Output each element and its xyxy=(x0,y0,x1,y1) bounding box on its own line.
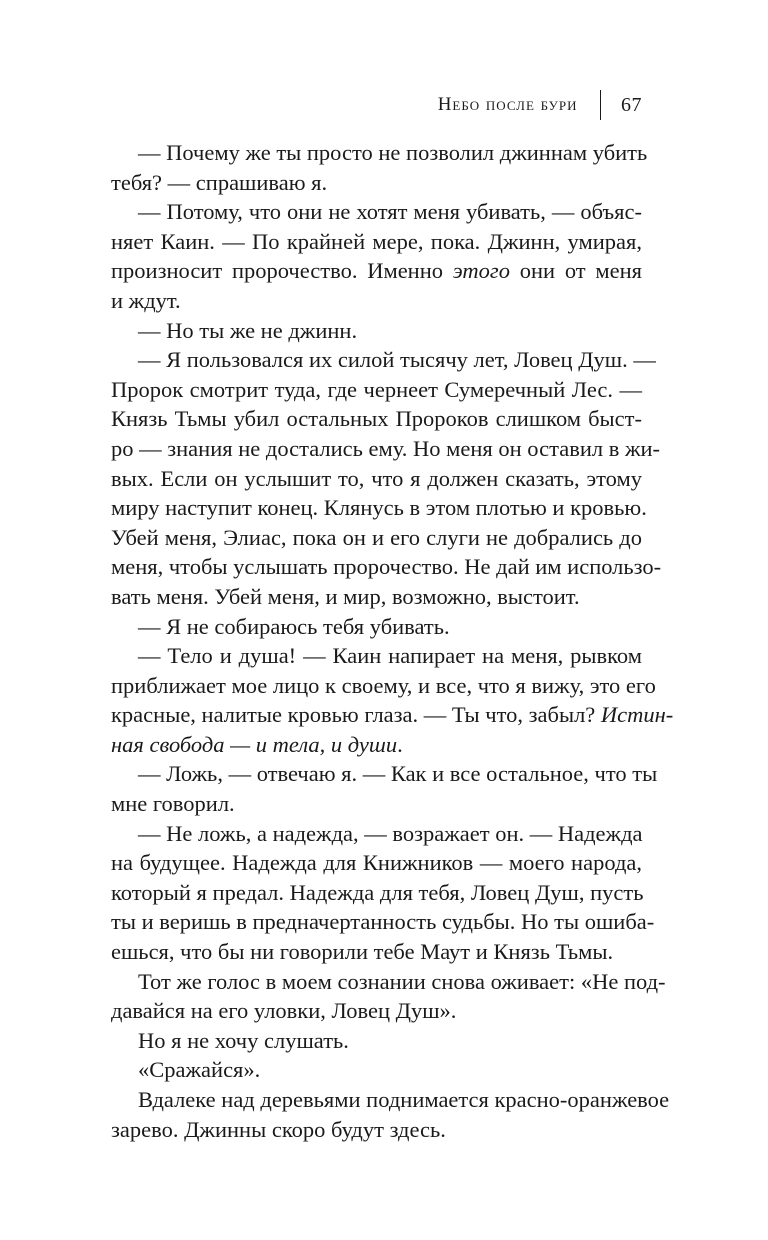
text-line: на будущее. Надежда для Книжников — моего народа, xyxy=(111,850,642,876)
text-line: миру наступит конец. Клянусь в этом плотью и кровью. xyxy=(111,495,647,521)
text-line: — Почему же ты просто не позволил джиннам убить xyxy=(138,140,648,165)
running-header xyxy=(438,88,642,122)
text-line: приближает мое лицо к своему, и все, что я вижу, это его xyxy=(111,672,656,698)
text-line: Убей меня, Элиас, пока он и его слуги не добрались до xyxy=(111,524,642,550)
paragraph xyxy=(84,1085,670,1144)
text-line: няет Каин. — По крайней мере, пока. Джинн, умирая, xyxy=(111,228,642,254)
text-line: ты и веришь в предначертанность судьбы. Но ты ошиба- xyxy=(111,909,655,935)
paragraph xyxy=(84,345,662,611)
text-line: Но я не хочу слушать. xyxy=(138,1027,349,1053)
paragraph xyxy=(84,759,658,818)
text-line: красные, налитые кровью глаза. — Ты что, забыл? Истин- xyxy=(111,702,674,728)
paragraph xyxy=(84,641,674,759)
header-divider xyxy=(600,90,602,120)
text-line: мне говорил. xyxy=(111,791,235,817)
text-line: который я предал. Надежда для тебя, Ловец Душ, пусть xyxy=(111,879,644,905)
paragraph xyxy=(84,316,642,346)
text-line: — Я пользовался их силой тысячу лет, Ловец Душ. — xyxy=(138,347,656,373)
text-line: ешься, что бы ни говорили тебе Маут и Князь Тьмы. xyxy=(111,939,614,965)
text-line: Вдалеке над деревьями поднимается красно-оранжевое xyxy=(138,1087,670,1112)
text-line: Тот же голос в моем сознании снова оживает: «Не под- xyxy=(138,968,666,994)
paragraph xyxy=(84,612,642,642)
paragraph xyxy=(84,967,666,1026)
text-line: вать меня. Убей меня, и мир, возможно, выстоит. xyxy=(111,583,580,609)
text-line: — Тело и душа! — Каин напирает на меня, рывком xyxy=(138,643,642,669)
emphasis: ная свобода — и тела, и души xyxy=(111,731,398,757)
text-line: тебя? — спрашиваю я. xyxy=(111,169,328,195)
text-line: Князь Тьмы убил остальных Пророков слишком быст- xyxy=(111,406,642,432)
emphasis: Истин- xyxy=(600,702,674,728)
text-line: «Сражайся». xyxy=(138,1057,261,1083)
text-line: — Ложь, — отвечаю я. — Как и все остальное, что ты xyxy=(138,761,658,787)
text-line: — Не ложь, а надежда, — возражает он. — Надежда xyxy=(138,820,643,846)
paragraph xyxy=(84,197,642,315)
text-line: вых. Если он услышит то, что я должен сказать, этому xyxy=(111,465,642,491)
text-line: меня, чтобы услышать пророчество. Не дай им использо- xyxy=(111,554,662,580)
text-line: ная свобода — и тела, и души. xyxy=(111,731,403,757)
text-line: произносит пророчество. Именно этого они от меня xyxy=(111,258,642,284)
body-text xyxy=(84,138,674,1144)
paragraph xyxy=(84,1055,642,1085)
text-line: — Потому, что они не хотят меня убивать, — объяс- xyxy=(138,199,642,225)
text-line: давайся на его уловки, Ловец Душ». xyxy=(111,998,457,1024)
text-line: — Я не собираюсь тебя убивать. xyxy=(138,613,450,639)
paragraph xyxy=(84,819,655,967)
page-number: 67 xyxy=(621,93,642,116)
emphasis: этого xyxy=(452,258,510,284)
text-line: и ждут. xyxy=(111,287,181,313)
text-line: зарево. Джинны скоро будут здесь. xyxy=(111,1116,446,1142)
text-line: — Но ты же не джинн. xyxy=(138,317,358,343)
text-line: ро — знания не достались ему. Но меня он оставил в жи- xyxy=(111,435,661,461)
running-title: Небо после бури xyxy=(437,94,578,115)
paragraph xyxy=(84,138,648,197)
paragraph xyxy=(84,1026,642,1056)
text-line: Пророк смотрит туда, где чернеет Сумеречный Лес. — xyxy=(111,376,642,402)
